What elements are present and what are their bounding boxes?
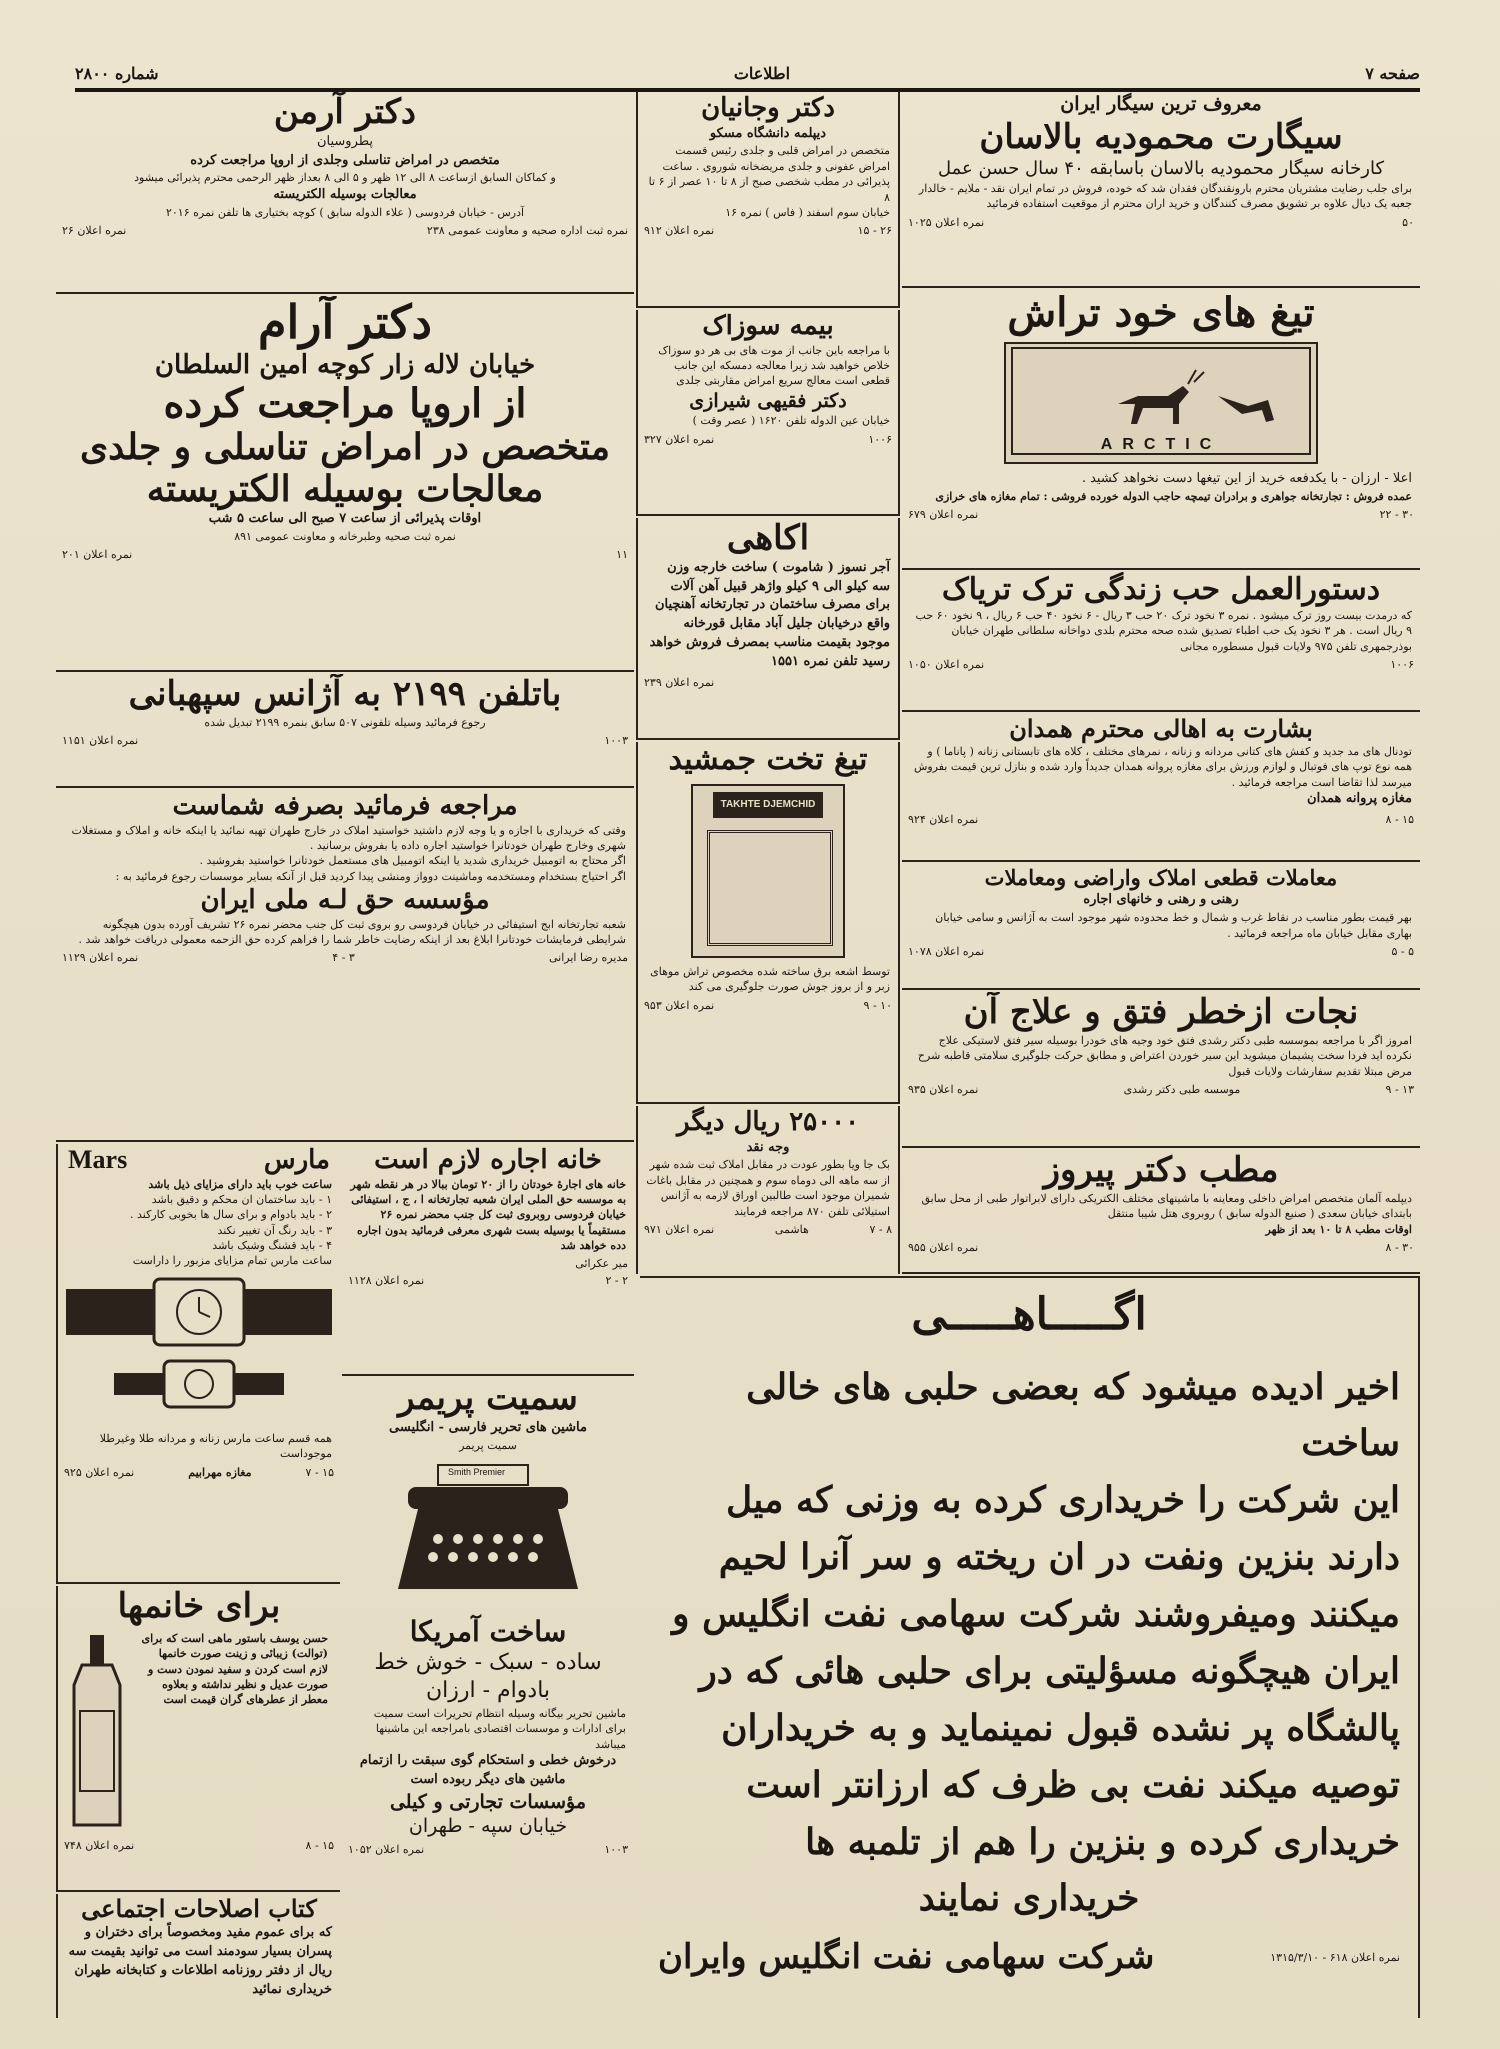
ad-body: آجر نسوز ( شاموت ) ساخت خارجه وزن سه کیلو الی ۹ کیلو واژهر قبیل آهن آلات برای مصرف ساختمان در تجارتخانه آهنچیان واقع درخیابان جلیل آباد مقابل قورخانه موجود بقیمت مناسب بمصرف فروش خواهد رسید تلفن نمره ۱۵۵۱ [649,559,890,670]
ad-ref: نمره اعلان ۶۷۹ [908,508,979,522]
ad-company: مؤسسات تجارتی و کیلی [389,1790,587,1813]
ad-body: که درمدت بیست روز ترک میشود . نمره ۳ نخود ترک ۲۰ حب ۳ ریال - ۶ نخود ۴۰ حب ۶ ریال ، ۹ نخود ۶۰ حب ۹ ریال است . هر ۳ نخود یک حب اطباء تصدیق شده صحه محترم بلدی دواخانه سلطانی طهران خیابان بوذرجمهری تلفن ۹۷۵ ولایات قبول مسطوره مجانی [915,609,1412,653]
ad-code: ۱۳ - ۹ [1385,1082,1414,1096]
typewriter-image [388,1459,588,1609]
ad-body: متخصص در امراض قلبی و جلدی رئیس قسمت امراض عفونی و جلدی مریضخانه شوروی . ساعت پذیرائی در مطب شخصی صبح از ۸ تا ۱۰ عصر از ۶ تا ۸ [648,144,890,204]
ad-ref: نمره اعلان ۹۵۳ [644,998,715,1012]
ad-specialist: متخصص در امراض تناسلی و جلدی [79,426,611,469]
ad-subtitle: وجه نقد [746,1139,790,1155]
ad-sign: موسسه طبی دکتر رشدی [1123,1082,1241,1096]
ad-body: تودنال های مد جدید و کفش های کتانی مردانه و زنانه ، نمرهای مختلف ، کلاه های تابستانی زنانه ( پاناما ) و همه نوع توپ های فوتبال و لوازم ورزش برای مغازه پروانه همدان جدیداً وارد شده و بنازل ترین قیمت بفروش میرسد لذا تقاضا است مراجعه فرمائید . [913,745,1412,789]
ad-treatment: معالجات بوسیله الکتریسته [146,467,544,510]
ad-registration: نمره ثبت صحیه وطبرخانه و معاونت عمومی ۸۹۱ [234,530,456,544]
ad-heading: معروف ترین سیگار ایران [1060,93,1262,115]
blade-image [1004,342,1318,464]
ad-title: اکاهی [726,518,810,558]
ad-line: توصیه میکند نفت بی ظرف که ارزانتر است [746,1763,1400,1806]
ad-body: بک جا ویا بطور عودت در مقابل املاک ثبت شده شهر از سه ماهه الی دوماه سوم و همچنین در مقابل باغات شمیران موجود است طالبین اوراق لازمه به آژانس استیلائی تلفن ۸۷۰ مراجعه فرمایند [646,1158,890,1218]
ad-armen [56,92,634,294]
ad-ref: نمره اعلان ۷۴۸ [64,1838,135,1852]
ad-paragraph: اگر احتیاج بستخدام ومستخدمه وماشینت دوواز ومنشی پیدا کردید قبل از آنکه بسایر موسسات رجوع فرمائید به : [115,869,626,883]
typewriter-brand: Smith Premier [448,1467,506,1478]
ad-address: خیابان سپه - طهران [408,1815,568,1838]
ad-returned: از اروپا مراجعت کرده [163,380,527,428]
ad-code: ۱۵ - ۸ [305,1838,334,1852]
ad-ref: نمره اعلان ۱۰۷۸ [908,944,985,958]
issue-number: شماره ۲۸۰۰ [75,63,159,83]
ad-hamadan [902,714,1420,862]
ad-code: ۳۰ - ۲۲ [1379,508,1414,522]
ad-ref: نمره اعلان ۱۰۵۰ [908,658,985,672]
paper-name: اطلاعات [733,63,791,83]
watch-icon [64,1275,334,1425]
ad-book [56,1894,340,2018]
ad-title: دکتر وجانیان [701,93,835,123]
ad-title: اگـــــاهـــــی [911,1289,1147,1340]
ad-subtitle-2: سمیت پریمر [459,1438,517,1452]
ad-ref: نمره اعلان ۱۰۵۲ [348,1843,425,1857]
ad-body: ماشین تحریر بیگانه وسیله انتظام تحریرات است سمیت برای ادارات و موسسات اقتصادی بامراجعه این ماشینها میباشد [373,1706,626,1751]
ad-sign: میر عکرائی [575,1257,628,1271]
typewriter-icon [388,1459,588,1609]
ad-title: تیغ های خود تراش [1007,290,1315,336]
ad-subtitle: ماشین های تحریر فارسی - انگلیسی [389,1419,587,1435]
ad-address: خیابان عین الدوله تلفن ۱۶۲۰ ( عصر وقت ) [692,414,890,428]
ad-rent [342,1144,634,1376]
ad-title: خانه اجاره لازم است [374,1145,602,1175]
ad-subtitle: دیپلمه دانشگاه مسکو [709,125,827,141]
watch-image [64,1275,334,1425]
ad-sign: مغازه پروانه همدان [1307,791,1412,807]
ad-title: مراجعه فرمائید بصرفه شماست [172,791,518,821]
ad-ref: نمره اعلان ۲۳۹ [644,675,715,689]
ad-code: ۳۰ - ۸ [1385,1240,1414,1254]
ad-ref: نمره اعلان ۱۱۵۱ [62,734,139,748]
ad-address: خیابان سوم اسفند ( فاس ) نمره ۱۶ [725,205,890,219]
ad-realestate [902,864,1420,990]
page-number: صفحه ۷ [1365,63,1420,83]
ad-quality: بادوام - ارزان [425,1678,551,1704]
ad-title: دکتر آرمن [273,92,417,132]
ad-quality: ساده - سبک - خوش خط [374,1649,602,1675]
ad-ref: نمره اعلان ۳۲۷ [644,432,715,446]
ad-line: خریداری کرده و بنزین را هم از تلمبه ها [805,1820,1400,1863]
ad-title: ۲۵۰۰۰ ریال دیگر [676,1107,860,1137]
ad-org: مؤسسه حق لـه ملی ایران [200,885,490,916]
ad-latin: پطروسیان [316,133,374,149]
package-label: TAKHTE DJEMCHID [713,792,823,818]
ad-title: معاملات قطعی املاک واراضی ومعاملات [984,865,1338,890]
ad-title: تیغ تخت جمشید [668,742,868,777]
ad-ref: نمره اعلان ۹۱۲ [644,224,715,238]
ad-title: کتاب اصلاحات اجتماعی [81,1894,317,1923]
ad-bold: درخوش خطی و استحکام گوی سبقت را ازتمام ماشین های دیگر ربوده است [359,1752,617,1787]
ad-body: برای جلب رضایت مشتریان محترم بارونقندگان فقدان شد که خوده، فروش در تمام ایران نقد - ملایم - خالدار جعبه یک دیال علاوه بر تشویق مصرف کنندگان و خرید اران محترم از موقعیت استفاده فرمائید [918,181,1412,211]
ad-code: ۱۵ - ۷ [305,1465,334,1479]
bottle-icon [62,1631,132,1831]
ad-code: ۵ - ۵ [1391,944,1414,958]
ad-note: ساعت مارس تمام مزایای مزبور را داراست [132,1254,332,1268]
ad-cigarette [902,92,1420,288]
ad-subtitle: رهنی و رهنی و خانهای اجاره [1083,892,1239,908]
ad-aram [56,296,634,672]
ad-syphilis [636,310,900,516]
ad-code: ۱۰۰۳ [604,734,628,748]
ad-sepahbani [56,674,634,788]
ad-body: دیپلمه آلمان متخصص امراض داخلی ومعاینه با ماشینهای مختلف الکتریکی دارای لابراتوار طبی از محل سابق بابتدای خیابان سعدی ( صنیع الدوله سابق ) روبروی هتل شیبا منتقل [921,1191,1412,1221]
ad-title: مطب دکتر پیروز [1043,1150,1279,1190]
ad-code: ۱۰۰۶ [1390,658,1414,672]
ad-doctor: دکتر فقیهی شیرازی [689,389,847,412]
ad-body: اعلا - ارزان - با یکدفعه خرید از این تیغها دست نخواهد کشید . [1081,471,1412,486]
ad-code: ۱۵ - ۸ [1385,813,1414,827]
ad-opium [902,572,1420,712]
ad-code: ۱۰۰۳ [604,1843,628,1857]
ad-line: اخیر ادیده میشود که بعضی حلبی های خالی ساخت [746,1365,1400,1465]
ad-ref: نمره اعلان ۱۱۲۸ [348,1274,425,1288]
ad-title: بشارت به اهالی محترم همدان [1009,714,1313,743]
ad-paragraph: اگر محتاج به اتومبیل خریداری شدید یا اینکه اتومبیل های مستعمل خودتانرا خواستید بفروشید . [199,854,626,868]
ad-paragraph: شعبه تجارتخانه ابج استیفائی در خیابان فردوسی رو بروی ثبت کل جنب محضر نمره ۲۶ تشریف آورده بدون هیچگونه شرایطی فرمایشات خودتانرا ابلاغ بعد از اینکه رضایت خاطر شما را فراهم کرده حق الزحمه معمولی دریافت خواهد شد . [78,917,626,946]
ad-made: ساخت آمریکا [409,1615,567,1649]
ad-paragraph: وقتی که خریداری با اجازه و یا وجه لازم داشتید خواستید املاک در خارج طهران تهیه نمائید یا اینکه خانه و املاک و مستغلات شهری وخارج طهران خودتانرا خواستید اجاره داده یا بفروش برسانید . [71,823,626,852]
ad-registration: نمره ثبت اداره صحیه و معاونت عمومی ۲۳۸ [426,224,628,238]
ad-hernia [902,992,1420,1148]
ad-code: ۸ - ۷ [869,1222,892,1236]
ad-title: برای خانمها [117,1586,281,1626]
ad-body: توسط اشعه برق ساخته شده مخصوص تراش موهای زبر و از بروز جوش صورت جلوگیری می کند [650,965,890,994]
ad-line: میکنند ومیفروشند شرکت سهامی نفت انگلیس و [672,1593,1400,1636]
ad-code: ۱۱ [616,548,628,562]
ad-ref: نمره اعلان ۹۵۵ [908,1240,979,1254]
ad-code: ۵۰ [1402,215,1414,229]
ad-title: نجات ازخطر فتق و علاج آن [963,992,1359,1032]
ad-body: با مراجعه باین جانب از موت های بی هر دو سوزاک خلاص خواهید شد زیرا معالجه دمسکه این جانب قطعی است معالج سریع امراض مقاربتی جلدی [658,343,890,388]
blade-package-image [691,784,845,958]
ad-address: آدرس - خیابان فردوسی ( علاء الدوله سابق ) کوچه بختیاری ها تلفن نمره ۲۰۱۶ [165,205,525,219]
ad-body: امروز اگر با مراجعه بموسسه طبی دکتر رشدی فتق خود وجیه های خودرا بوسیله سیر فتق لاستیکی علاج نکرده اید فردا سخت پشیمان میشوید این سیر خوردن اعتراض و مطابق حرکت جلوگیری سلامتی قاطبه شرح مرض مبتلا تقدیم سفارشات ولایات قبول [917,1033,1412,1078]
ad-body: رجوع فرمائید وسیله تلفونی ۵۰۷ سابق بنمره ۲۱۹۹ تبدیل شده [204,715,486,729]
page-header [75,58,1420,92]
ad-title: بیمه سوزاک [702,311,834,341]
ad-sign: مدیره رضا ایرانی [548,951,628,965]
ad-jarjanian [636,92,900,308]
ad-code: ۱۰۰۶ [868,432,892,446]
ad-item: ۲ - باید بادوام و برای سال ها بخوبی کارکند . [130,1208,332,1222]
ad-blades [902,290,1420,570]
ad-ref: نمره اعلان ۹۲۴ [908,813,979,827]
ad-ref: نمره اعلان ۲۶ [62,224,127,238]
ad-body: خانه های اجارۀ خودتان را از ۲۰ تومان ببالا در هر نقطه شهر به موسسه حق الملی ایران شعبه تجارتخانه ا ، ج ، استیفائی خیابان فردوسی روبروی ثبت کل جنب محضر نمره ۲۶ مستقیماً یا بوسیله بست شهری معرفی فرمائید بدون اجاره دده خواهد شد [350,1177,626,1253]
ad-code: ۳ - ۴ [332,951,355,965]
ad-ref: نمره اعلان ۲۰۱ [62,548,133,562]
ad-item: ۴ - باید قشنگ وشیک باشد [212,1239,332,1253]
ad-notice-services [56,790,634,1142]
ad-line: ایران هیچگونه مسؤلیتی برای حلبی هائی که در [699,1649,1400,1692]
ad-footer: همه قسم ساعت مارس زنانه و مردانه طلا وغیرطلا موجوداست [99,1431,332,1461]
ad-subtitle: کارخانه سیگار محمودیه بالاسان باسابقه ۴۰ سال حسن عمل [937,158,1385,180]
ad-ref: نمره اعلان ۹۳۵ [908,1082,979,1096]
ad-shop: مغازه مهرابیم [188,1465,252,1479]
ad-piruz [902,1150,1420,1274]
ad-line: پالشگاه پر نشده قبول نمینماید و به خریداران [721,1706,1400,1749]
ad-title: دستورالعمل حب زندگی ترک تریاک [941,572,1381,607]
ad-reward [636,1106,900,1274]
ad-sign: هاشمی [774,1222,809,1236]
ad-jamshid [636,742,900,1104]
ad-body: که برای عموم مفید ومخصوصاً برای دختران و پسران بسیار سودمند است می توانید بقیمت سه ریال از دفتر روزنامه اطلاعات و کتابخانه طهران خریداری نمائید [68,1925,332,1997]
ad-line: خریداری نمایند [918,1877,1140,1920]
ad-code: ۲۶ - ۱۵ [857,224,892,238]
ad-title: دکتر آرام [258,296,432,349]
ad-typewriter [342,1378,634,2018]
ad-body: حسن یوسف باستور ماهی است که برای (توالت) زیبائی و زینت صورت خانمها لازم است کردن و سفید نمودن دست و صورت عدیل و نظیر نداشته و بعلاوه معطر از عطرهای گران قیمت است [141,1631,328,1707]
ad-street: خیابان لاله زار کوچه امین السلطان [154,349,536,380]
ad-title: باتلفن ۲۱۹۹ به آژانس سپهبانی [128,674,562,714]
ad-code: ۲ - ۲ [605,1274,628,1288]
ad-hours: اوقات مطب ۸ تا ۱۰ بعد از ظهر [1265,1222,1412,1236]
ad-item: ۳ - باید رنگ آن تغییر نکند [217,1223,332,1237]
ad-line: دارند بنزین ونفت در ان ریخته و سر آنرا لحیم [718,1536,1400,1579]
ad-hours: اوقات پذیرائی از ساعت ۷ صبح الی ساعت ۵ شب [208,511,482,527]
ad-subtitle: متخصص در امراض تناسلی وجلدی از اروپا مراجعت کرده [190,152,500,168]
ad-ref: نمره اعلان ۱۱۲۹ [62,951,139,965]
ad-title: مارس [263,1145,330,1175]
ad-mars [56,1144,340,1584]
ad-ref: نمره اعلان ۹۲۵ [64,1465,135,1479]
razor-icon [707,830,833,946]
ad-item: ۱ - باید ساختمان ان محکم و دقیق باشد [151,1192,332,1206]
blade-brand: ARCTIC [1100,436,1222,453]
ad-notice-brick [636,518,900,740]
ad-ref: نمره اعلان ۶۱۸ - ۱۳۱۵/۳/۱۰ [1270,1951,1400,1965]
ad-agent: عمده فروش : تجارتخانه جواهری و برادران تیمچه حاجب الدوله خورده فروشی : تمام مغازه های خرازی [935,489,1412,503]
ad-body: بهر قیمت بطور مناسب در نقاط غرب و شمال و خط محدوده شهر موجود است به آژانس و سامی خیابان بهاری مقابل خیابان ماه مراجعه فرمائید . [935,911,1412,940]
ad-oil-notice [640,1276,1420,2018]
ad-ref: نمره اعلان ۹۷۱ [644,1222,715,1236]
ad-sign: شرکت سهامی نفت انگلیس وایران [658,1937,1155,1978]
ad-code: ۱۰ - ۹ [863,998,892,1012]
ad-title: سمیت پریمر [398,1378,578,1418]
ad-body: و کماکان السابق ازساعت ۸ الی ۱۲ ظهر و ۵ الی ۸ بعداز ظهر الرحمی محترم پذیرائی میشود [134,171,556,185]
ad-body: ساعت خوب باید دارای مزایای ذیل باشد [148,1177,332,1191]
ad-ref: نمره اعلان ۱۰۲۵ [908,215,985,229]
ad-homes [56,1586,340,1892]
ad-latin: Mars [68,1145,128,1174]
ad-line: این شرکت را خریداری کرده به وزنی که میل [725,1479,1400,1522]
ad-title: سیگارت محمودیه بالاسان [979,116,1343,157]
ad-treatment: معالجات بوسیله الکتریسته [273,186,417,202]
